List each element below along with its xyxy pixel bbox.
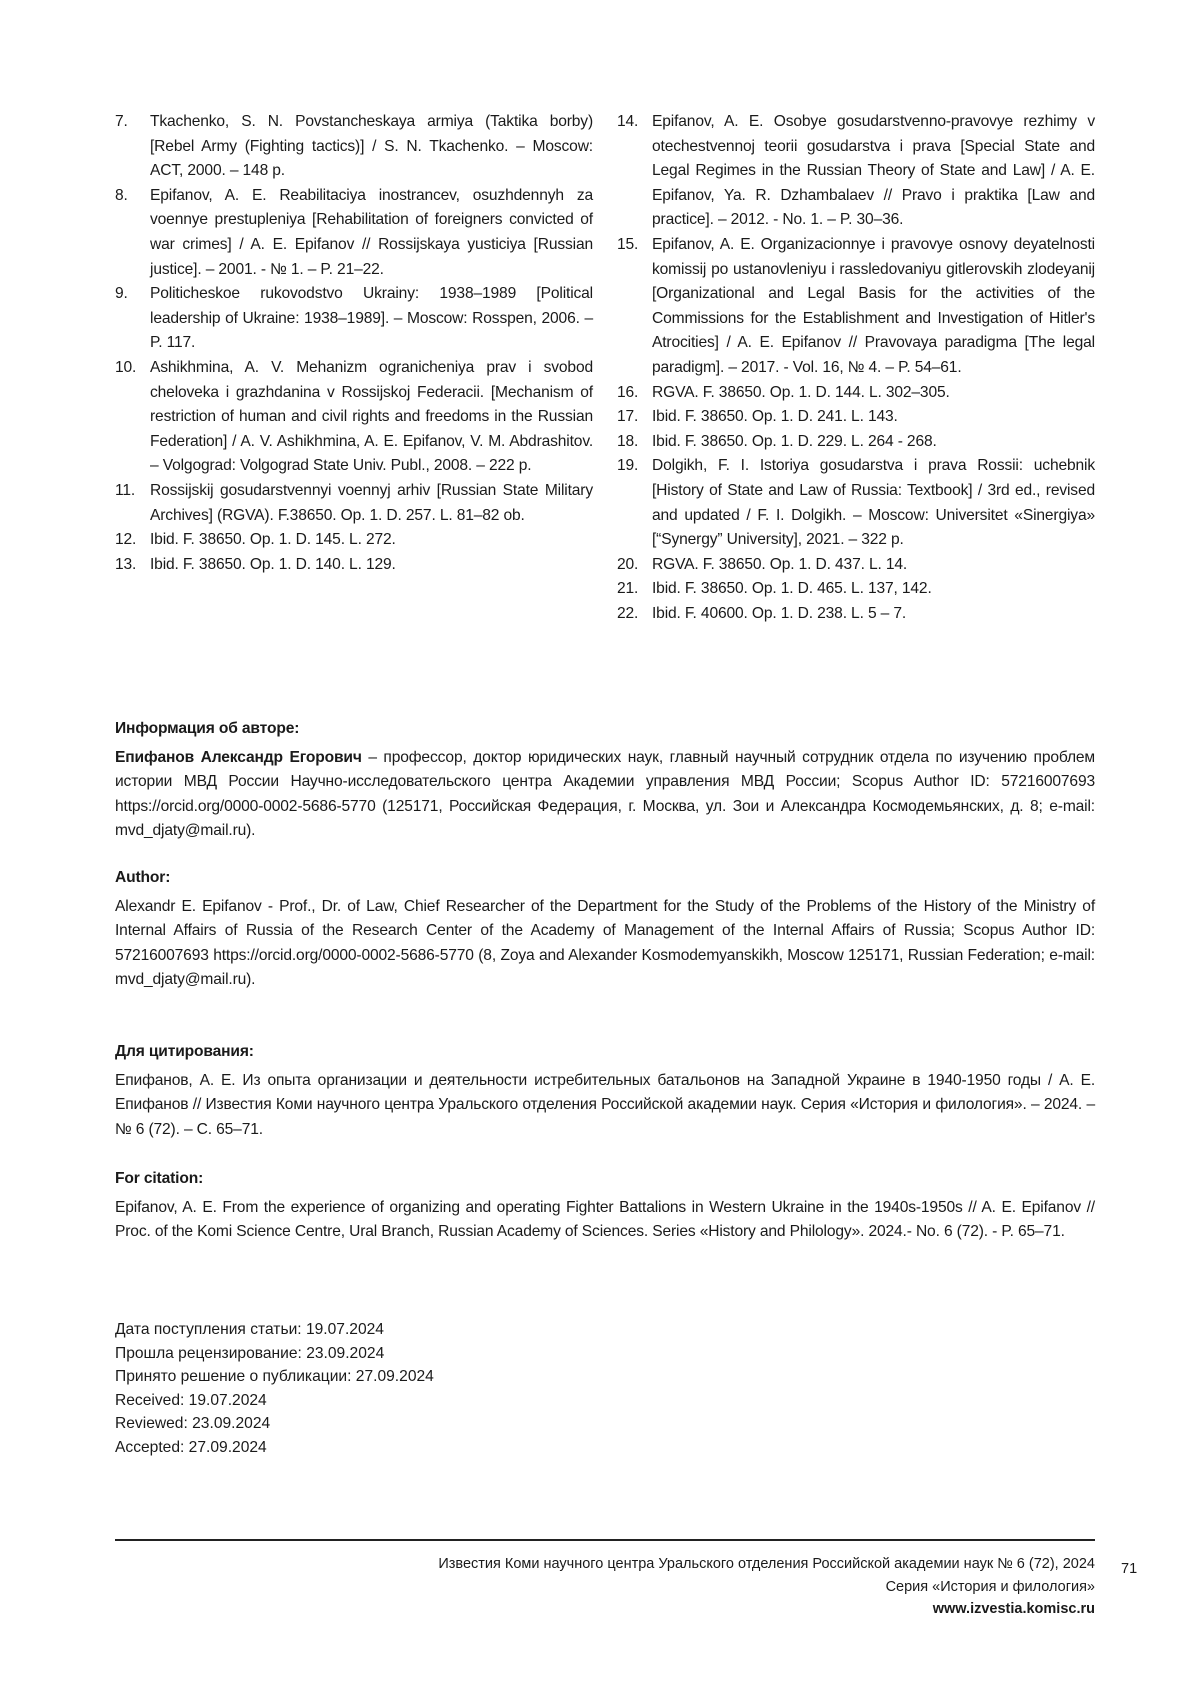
reference-text: Ibid. F. 38650. Op. 1. D. 241. L. 143. xyxy=(652,408,898,426)
reference-item xyxy=(617,405,1095,430)
citation-ru xyxy=(115,1040,1095,1142)
reference-item xyxy=(617,577,1095,602)
reference-number: 18. xyxy=(617,432,639,450)
author-info-ru-text xyxy=(115,746,1095,844)
reference-text: Ibid. F. 38650. Op. 1. D. 229. L. 264 - 268. xyxy=(652,432,937,450)
citation-en-heading: For citation: xyxy=(115,1170,204,1187)
author-info-ru xyxy=(115,717,1095,844)
author-description-en: Alexandr E. Epifanov - Prof., Dr. of Law, Chief Researcher of the Department for the Study of the Problems of the History of the Ministry of Internal Affairs of Russia of the Research Center of the Academy of Management of the Internal Affairs of Russia; Scopus Author ID: 57216007693 https://orcid.org/0000-0002-5686-5770 (8, Zoya and Alexander Kosmodemyanskikh, Moscow 125171, Russian Federation; e-mail: mvd_djaty@mail.ru). xyxy=(115,897,1095,989)
reference-item xyxy=(115,110,593,184)
reference-item xyxy=(115,356,593,479)
reference-text: Epifanov, A. E. Organizacionnye i pravovye osnovy deyatelnosti komissij po ustanovleniyu i rassledovaniyu gitlerovskih zlodeyanij [Organizational and Legal Basis for the activities of the Commissions for the Establishment and Investigation of Hitler's Atrocities] / A. E. Epifanov // Pravovaya paradigma [The legal paradigm]. – 2017. - Vol. 16, № 4. – P. 54–61. xyxy=(652,235,1095,376)
reference-text: Epifanov, A. E. Osobye gosudarstvenno-pravovye rezhimy v otechestvennoj teorii gosudarstva i prava [Special State and Legal Regimes in the Russian Theory of State and Law] / A. E. Epifanov, Ya. R. Dzhambalaev // Pravo i praktika [Law and practice]. – 2012. - No. 1. – P. 30–36. xyxy=(652,113,1095,229)
reference-item xyxy=(115,528,593,553)
reference-item xyxy=(115,282,593,356)
reference-item xyxy=(617,233,1095,381)
reference-number: 22. xyxy=(617,604,639,622)
reference-number: 10. xyxy=(115,358,137,376)
author-description-ru: – профессор, доктор юридических наук, главный научный сотрудник отдела по изучению проблем истории МВД России Научно-исследовательского центра Академии управления МВД России; Scopus Author ID: 57216007693 https://orcid.org/0000-0002-5686-5770 (125171, Российская Федерация, г. Москва, ул. Зои и Александра Космодемьянских, д. 8; e-mail: mvd_djaty@mail.ru). xyxy=(115,748,1095,840)
author-info-en-heading: Author: xyxy=(115,869,171,886)
date-received-ru: Дата поступления статьи: 19.07.2024 xyxy=(115,1321,384,1338)
references-section xyxy=(115,110,1095,626)
reference-text: Ashikhmina, A. V. Mehanizm ogranicheniya prav i svobod cheloveka i grazhdanina v Rossijskoj Federacii. [Mechanism of restriction of human and civil rights and freedoms in the Russian Federation] / A. V. Ashikhmina, A. E. Epifanov, V. M. Abdrashitov. – Volgograd: Volgograd State Univ. Publ., 2008. – 222 p. xyxy=(150,358,593,475)
reference-text: RGVA. F. 38650. Op. 1. D. 144. L. 302–305. xyxy=(652,383,950,401)
date-received-en: Received: 19.07.2024 xyxy=(115,1391,267,1409)
footer-journal: Известия Коми научного центра Уральского отделения Российской академии наук № 6 (72), 2024 xyxy=(438,1556,1095,1572)
footer-series: Серия «История и филология» xyxy=(885,1578,1095,1595)
reference-text: Ibid. F. 38650. Op. 1. D. 145. L. 272. xyxy=(150,531,396,549)
reference-number: 20. xyxy=(617,555,639,573)
date-accepted-ru: Принято решение о публикации: 27.09.2024 xyxy=(115,1368,434,1385)
references-left-column xyxy=(115,110,593,626)
reference-text: RGVA. F. 38650. Op. 1. D. 437. L. 14. xyxy=(652,555,908,573)
date-accepted-en: Accepted: 27.09.2024 xyxy=(115,1438,267,1456)
author-info-ru-heading: Информация об авторе: xyxy=(115,720,300,737)
citation-ru-text: Епифанов, А. Е. Из опыта организации и деятельности истребительных батальонов на Западной Украине в 1940-1950 годы / А. Е. Епифанов // Известия Коми научного центра Уральского отделения Российской академии наук. Серия «История и филология». – 2024. – № 6 (72). – С. 65–71. xyxy=(115,1071,1095,1138)
reference-number: 7. xyxy=(115,113,128,130)
reference-item xyxy=(617,454,1095,552)
reference-text: Ibid. F. 38650. Op. 1. D. 465. L. 137, 142. xyxy=(652,580,932,598)
author-name-ru: Епифанов Александр Егорович xyxy=(115,748,362,766)
reference-text: Ibid. F. 38650. Op. 1. D. 140. L. 129. xyxy=(150,555,396,573)
reference-number: 16. xyxy=(617,383,639,401)
reference-item xyxy=(617,381,1095,406)
reference-text: Tkachenko, S. N. Povstancheskaya armiya (Taktika borby) [Rebel Army (Fighting tactics)] / S. N. Tkachenko. – Moscow: ACT, 2000. – 148 p. xyxy=(150,113,593,180)
reference-item xyxy=(617,602,1095,627)
reference-number: 19. xyxy=(617,457,639,475)
citation-ru-heading: Для цитирования: xyxy=(115,1043,254,1060)
reference-number: 14. xyxy=(617,113,639,130)
page-number: 71 xyxy=(1121,1561,1138,1577)
page-footer xyxy=(438,1553,1095,1621)
reference-number: 8. xyxy=(115,186,128,204)
reference-number: 9. xyxy=(115,285,128,303)
reference-text: Rossijskij gosudarstvennyi voennyj arhiv [Russian State Military Archives] (RGVA). F.38650. Op. 1. D. 257. L. 81–82 ob. xyxy=(150,481,593,524)
reference-item xyxy=(115,553,593,578)
reference-text: Dolgikh, F. I. Istoriya gosudarstva i prava Rossii: uchebnik [History of State and Law of Russia: Textbook] / 3rd ed., revised and updated / F. I. Dolgikh. – Moscow: Universitet «Sinergiya» [“Synergy” University], 2021. – 322 p. xyxy=(652,457,1095,549)
reference-text: Politicheskoe rukovodstvo Ukrainy: 1938–1989 [Political leadership of Ukraine: 1938–1989]. – Moscow: Rosspen, 2006. – P. 117. xyxy=(150,285,593,352)
reference-item xyxy=(617,553,1095,578)
references-right-column xyxy=(617,110,1095,626)
date-reviewed-en: Reviewed: 23.09.2024 xyxy=(115,1415,271,1432)
reference-item xyxy=(115,479,593,528)
reference-number: 21. xyxy=(617,580,639,598)
footer-divider xyxy=(115,1539,1095,1541)
reference-text: Epifanov, A. E. Reabilitaciya inostrancev, osuzhdennyh za voennye prestupleniya [Rehabilitation of foreigners convicted of war crimes] / A. E. Epifanov // Rossijskaya yusticiya [Russian justice]. – 2001. - № 1. – P. 21–22. xyxy=(150,186,593,278)
reference-item xyxy=(617,430,1095,455)
reference-number: 11. xyxy=(115,481,136,499)
citation-en-text: Epifanov, A. E. From the experience of organizing and operating Fighter Battalions in Western Ukraine in the 1940s-1950s // A. E. Epifanov // Proc. of the Komi Science Centre, Ural Branch, Russian Academy of Sciences. Series «History and Philology». 2024.- No. 6 (72). - P. 65–71. xyxy=(115,1198,1095,1241)
reference-item xyxy=(115,184,593,282)
reference-item xyxy=(617,110,1095,233)
reference-number: 12. xyxy=(115,531,137,549)
author-info-en xyxy=(115,866,1095,993)
article-dates xyxy=(115,1318,434,1459)
citation-en xyxy=(115,1167,1095,1245)
date-reviewed-ru: Прошла рецензирование: 23.09.2024 xyxy=(115,1344,385,1362)
reference-number: 13. xyxy=(115,555,137,573)
footer-url[interactable]: www.izvestia.komisc.ru xyxy=(932,1601,1095,1617)
reference-number: 15. xyxy=(617,235,639,253)
reference-number: 17. xyxy=(617,408,639,426)
reference-text: Ibid. F. 40600. Op. 1. D. 238. L. 5 – 7. xyxy=(652,604,907,622)
